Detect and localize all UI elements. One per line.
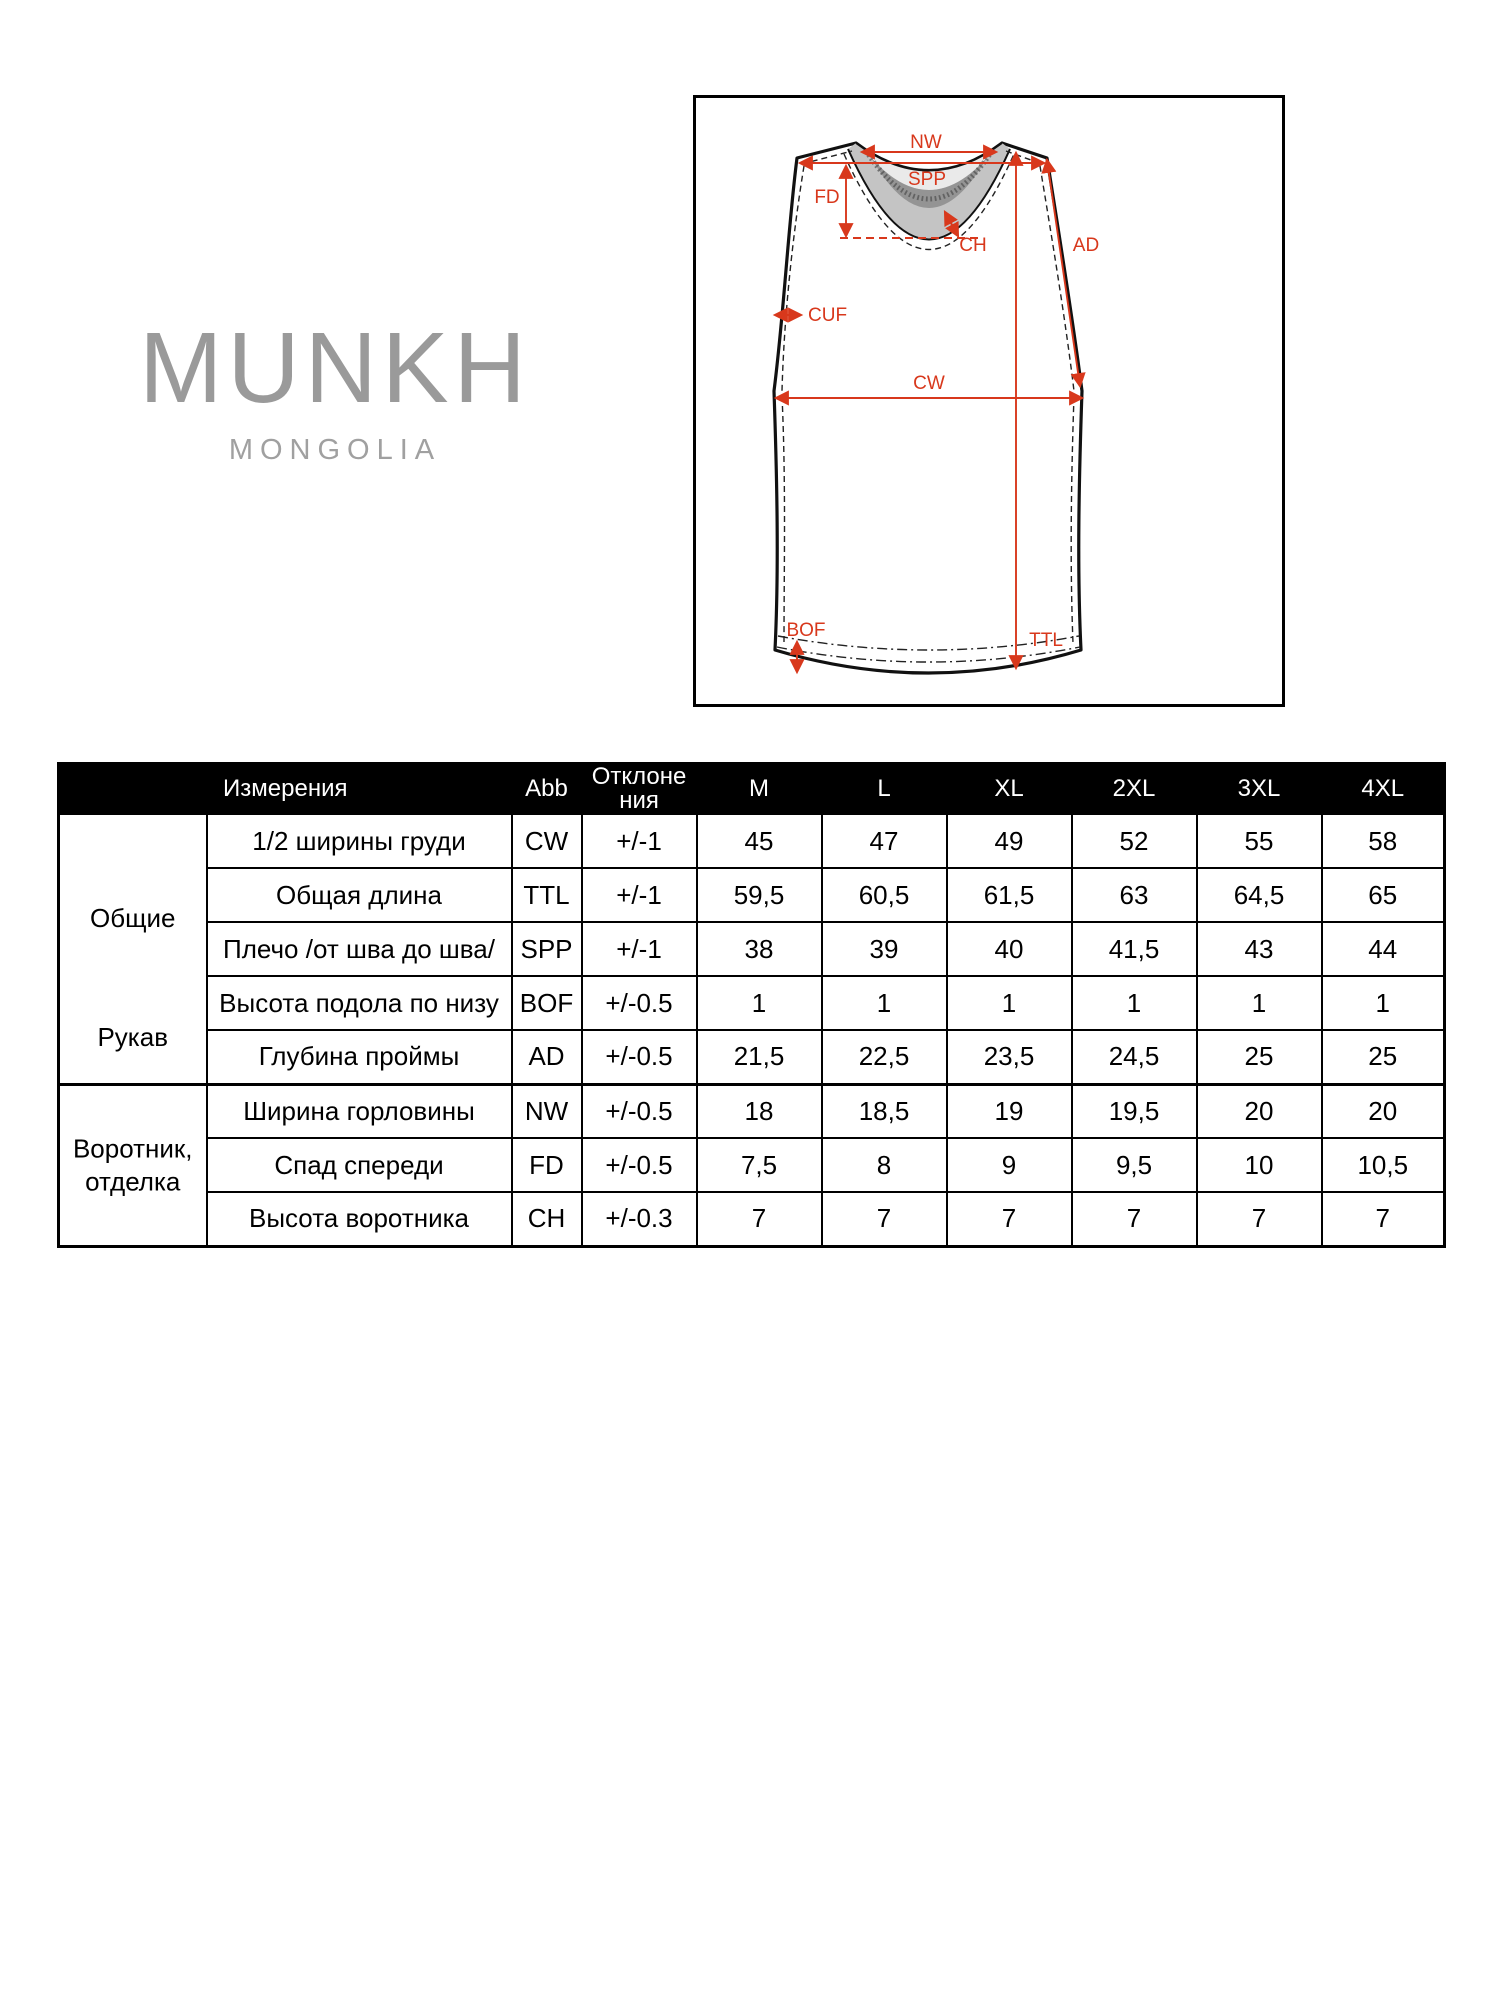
tolerance: +/-0.3 — [582, 1192, 697, 1246]
measurement-name: Спад спереди — [207, 1138, 512, 1192]
abb-header: Abb — [512, 764, 582, 815]
abbreviation: AD — [512, 1030, 582, 1084]
size-value: 61,5 — [947, 868, 1072, 922]
group-cell-inner — [60, 1089, 206, 1241]
size-value: 9,5 — [1072, 1138, 1197, 1192]
table-row — [59, 1192, 1445, 1246]
size-value: 60,5 — [822, 868, 947, 922]
brand-subtitle: MONGOLIA — [228, 434, 442, 466]
tolerance: +/-0.5 — [582, 976, 697, 1030]
size-value: 7,5 — [697, 1138, 822, 1192]
diagram-label-ch: CH — [959, 235, 987, 256]
size-value: 7 — [822, 1192, 947, 1246]
size-value: 7 — [1072, 1192, 1197, 1246]
tolerance: +/-1 — [582, 814, 697, 868]
table-row — [59, 1138, 1445, 1192]
group-label: Воротник, отделка — [72, 1133, 193, 1196]
tolerance-header-line1: Отклоне — [591, 763, 687, 790]
size-value: 9 — [947, 1138, 1072, 1192]
table-row — [59, 922, 1445, 976]
measurement-name: Высота воротника — [207, 1192, 512, 1246]
size-value: 40 — [947, 922, 1072, 976]
size-column-header: L — [822, 764, 947, 815]
size-value: 25 — [1322, 1030, 1445, 1084]
size-value: 19,5 — [1072, 1084, 1197, 1138]
table-header-row — [59, 764, 1445, 815]
tolerance: +/-0.5 — [582, 1138, 697, 1192]
table-row — [59, 976, 1445, 1030]
measurement-name: 1/2 ширины груди — [207, 814, 512, 868]
tolerance-header — [582, 764, 697, 815]
size-value: 38 — [697, 922, 822, 976]
size-value: 21,5 — [697, 1030, 822, 1084]
tank-top-sketch — [696, 98, 1282, 704]
table-row — [59, 1030, 1445, 1084]
tolerance: +/-1 — [582, 868, 697, 922]
group-cell — [59, 1084, 207, 1246]
size-value: 39 — [822, 922, 947, 976]
size-value: 58 — [1322, 814, 1445, 868]
diagram-label-cuf: CUF — [808, 305, 848, 326]
size-value: 63 — [1072, 868, 1197, 922]
diagram-label-ad: AD — [1072, 235, 1100, 256]
size-value: 25 — [1197, 1030, 1322, 1084]
size-value: 43 — [1197, 922, 1322, 976]
size-value: 18 — [697, 1084, 822, 1138]
size-chart-table — [57, 762, 1446, 1248]
size-value: 1 — [1072, 976, 1197, 1030]
size-value: 1 — [822, 976, 947, 1030]
diagram-label-cw: CW — [913, 373, 945, 394]
size-value: 45 — [697, 814, 822, 868]
abbreviation: FD — [512, 1138, 582, 1192]
measurement-name: Общая длина — [207, 868, 512, 922]
size-column-header: 2XL — [1072, 764, 1197, 815]
size-value: 1 — [697, 976, 822, 1030]
size-value: 59,5 — [697, 868, 822, 922]
size-value: 64,5 — [1197, 868, 1322, 922]
size-value: 10 — [1197, 1138, 1322, 1192]
abbreviation: CW — [512, 814, 582, 868]
abbreviation: NW — [512, 1084, 582, 1138]
size-value: 10,5 — [1322, 1138, 1445, 1192]
tolerance: +/-1 — [582, 922, 697, 976]
garment-diagram — [693, 95, 1285, 707]
measurement-name: Ширина горловины — [207, 1084, 512, 1138]
size-value: 7 — [1322, 1192, 1445, 1246]
size-column-header: 3XL — [1197, 764, 1322, 815]
size-value: 8 — [822, 1138, 947, 1192]
table-body — [59, 814, 1445, 1246]
size-column-header: 4XL — [1322, 764, 1445, 815]
size-value: 7 — [947, 1192, 1072, 1246]
table-row — [59, 1084, 1445, 1138]
abbreviation: BOF — [512, 976, 582, 1030]
size-value: 1 — [1322, 976, 1445, 1030]
size-value: 24,5 — [1072, 1030, 1197, 1084]
diagram-label-nw: NW — [910, 132, 942, 153]
size-value: 23,5 — [947, 1030, 1072, 1084]
size-value: 65 — [1322, 868, 1445, 922]
group-label: Рукав — [97, 1021, 169, 1052]
abbreviation: CH — [512, 1192, 582, 1246]
measurement-name: Высота подола по низу — [207, 976, 512, 1030]
group-cell-inner — [60, 819, 206, 1079]
size-value: 55 — [1197, 814, 1322, 868]
diagram-label-bof: BOF — [786, 620, 826, 641]
size-value: 1 — [947, 976, 1072, 1030]
size-value: 18,5 — [822, 1084, 947, 1138]
measurement-name: Глубина проймы — [207, 1030, 512, 1084]
size-value: 44 — [1322, 922, 1445, 976]
tolerance: +/-0.5 — [582, 1030, 697, 1084]
size-value: 1 — [1197, 976, 1322, 1030]
diagram-label-ttl: TTL — [1029, 630, 1063, 651]
size-value: 20 — [1322, 1084, 1445, 1138]
measurements-header: Измерения — [59, 764, 512, 815]
size-column-header: XL — [947, 764, 1072, 815]
size-value: 19 — [947, 1084, 1072, 1138]
abbreviation: TTL — [512, 868, 582, 922]
size-value: 22,5 — [822, 1030, 947, 1084]
abbreviation: SPP — [512, 922, 582, 976]
size-value: 20 — [1197, 1084, 1322, 1138]
table-row — [59, 868, 1445, 922]
tolerance-header-line2: ния — [619, 787, 659, 814]
size-value: 41,5 — [1072, 922, 1197, 976]
group-cell — [59, 814, 207, 1084]
table-row — [59, 814, 1445, 868]
group-label: Общие — [90, 902, 176, 933]
size-value: 47 — [822, 814, 947, 868]
brand-logo — [115, 312, 555, 467]
size-value: 7 — [697, 1192, 822, 1246]
size-value: 7 — [1197, 1192, 1322, 1246]
measurement-name: Плечо /от шва до шва/ — [207, 922, 512, 976]
brand-name: MUNKH — [139, 312, 531, 424]
diagram-label-spp: SPP — [907, 169, 947, 190]
tolerance: +/-0.5 — [582, 1084, 697, 1138]
size-value: 52 — [1072, 814, 1197, 868]
size-column-header: M — [697, 764, 822, 815]
diagram-label-fd: FD — [814, 187, 840, 208]
size-value: 49 — [947, 814, 1072, 868]
